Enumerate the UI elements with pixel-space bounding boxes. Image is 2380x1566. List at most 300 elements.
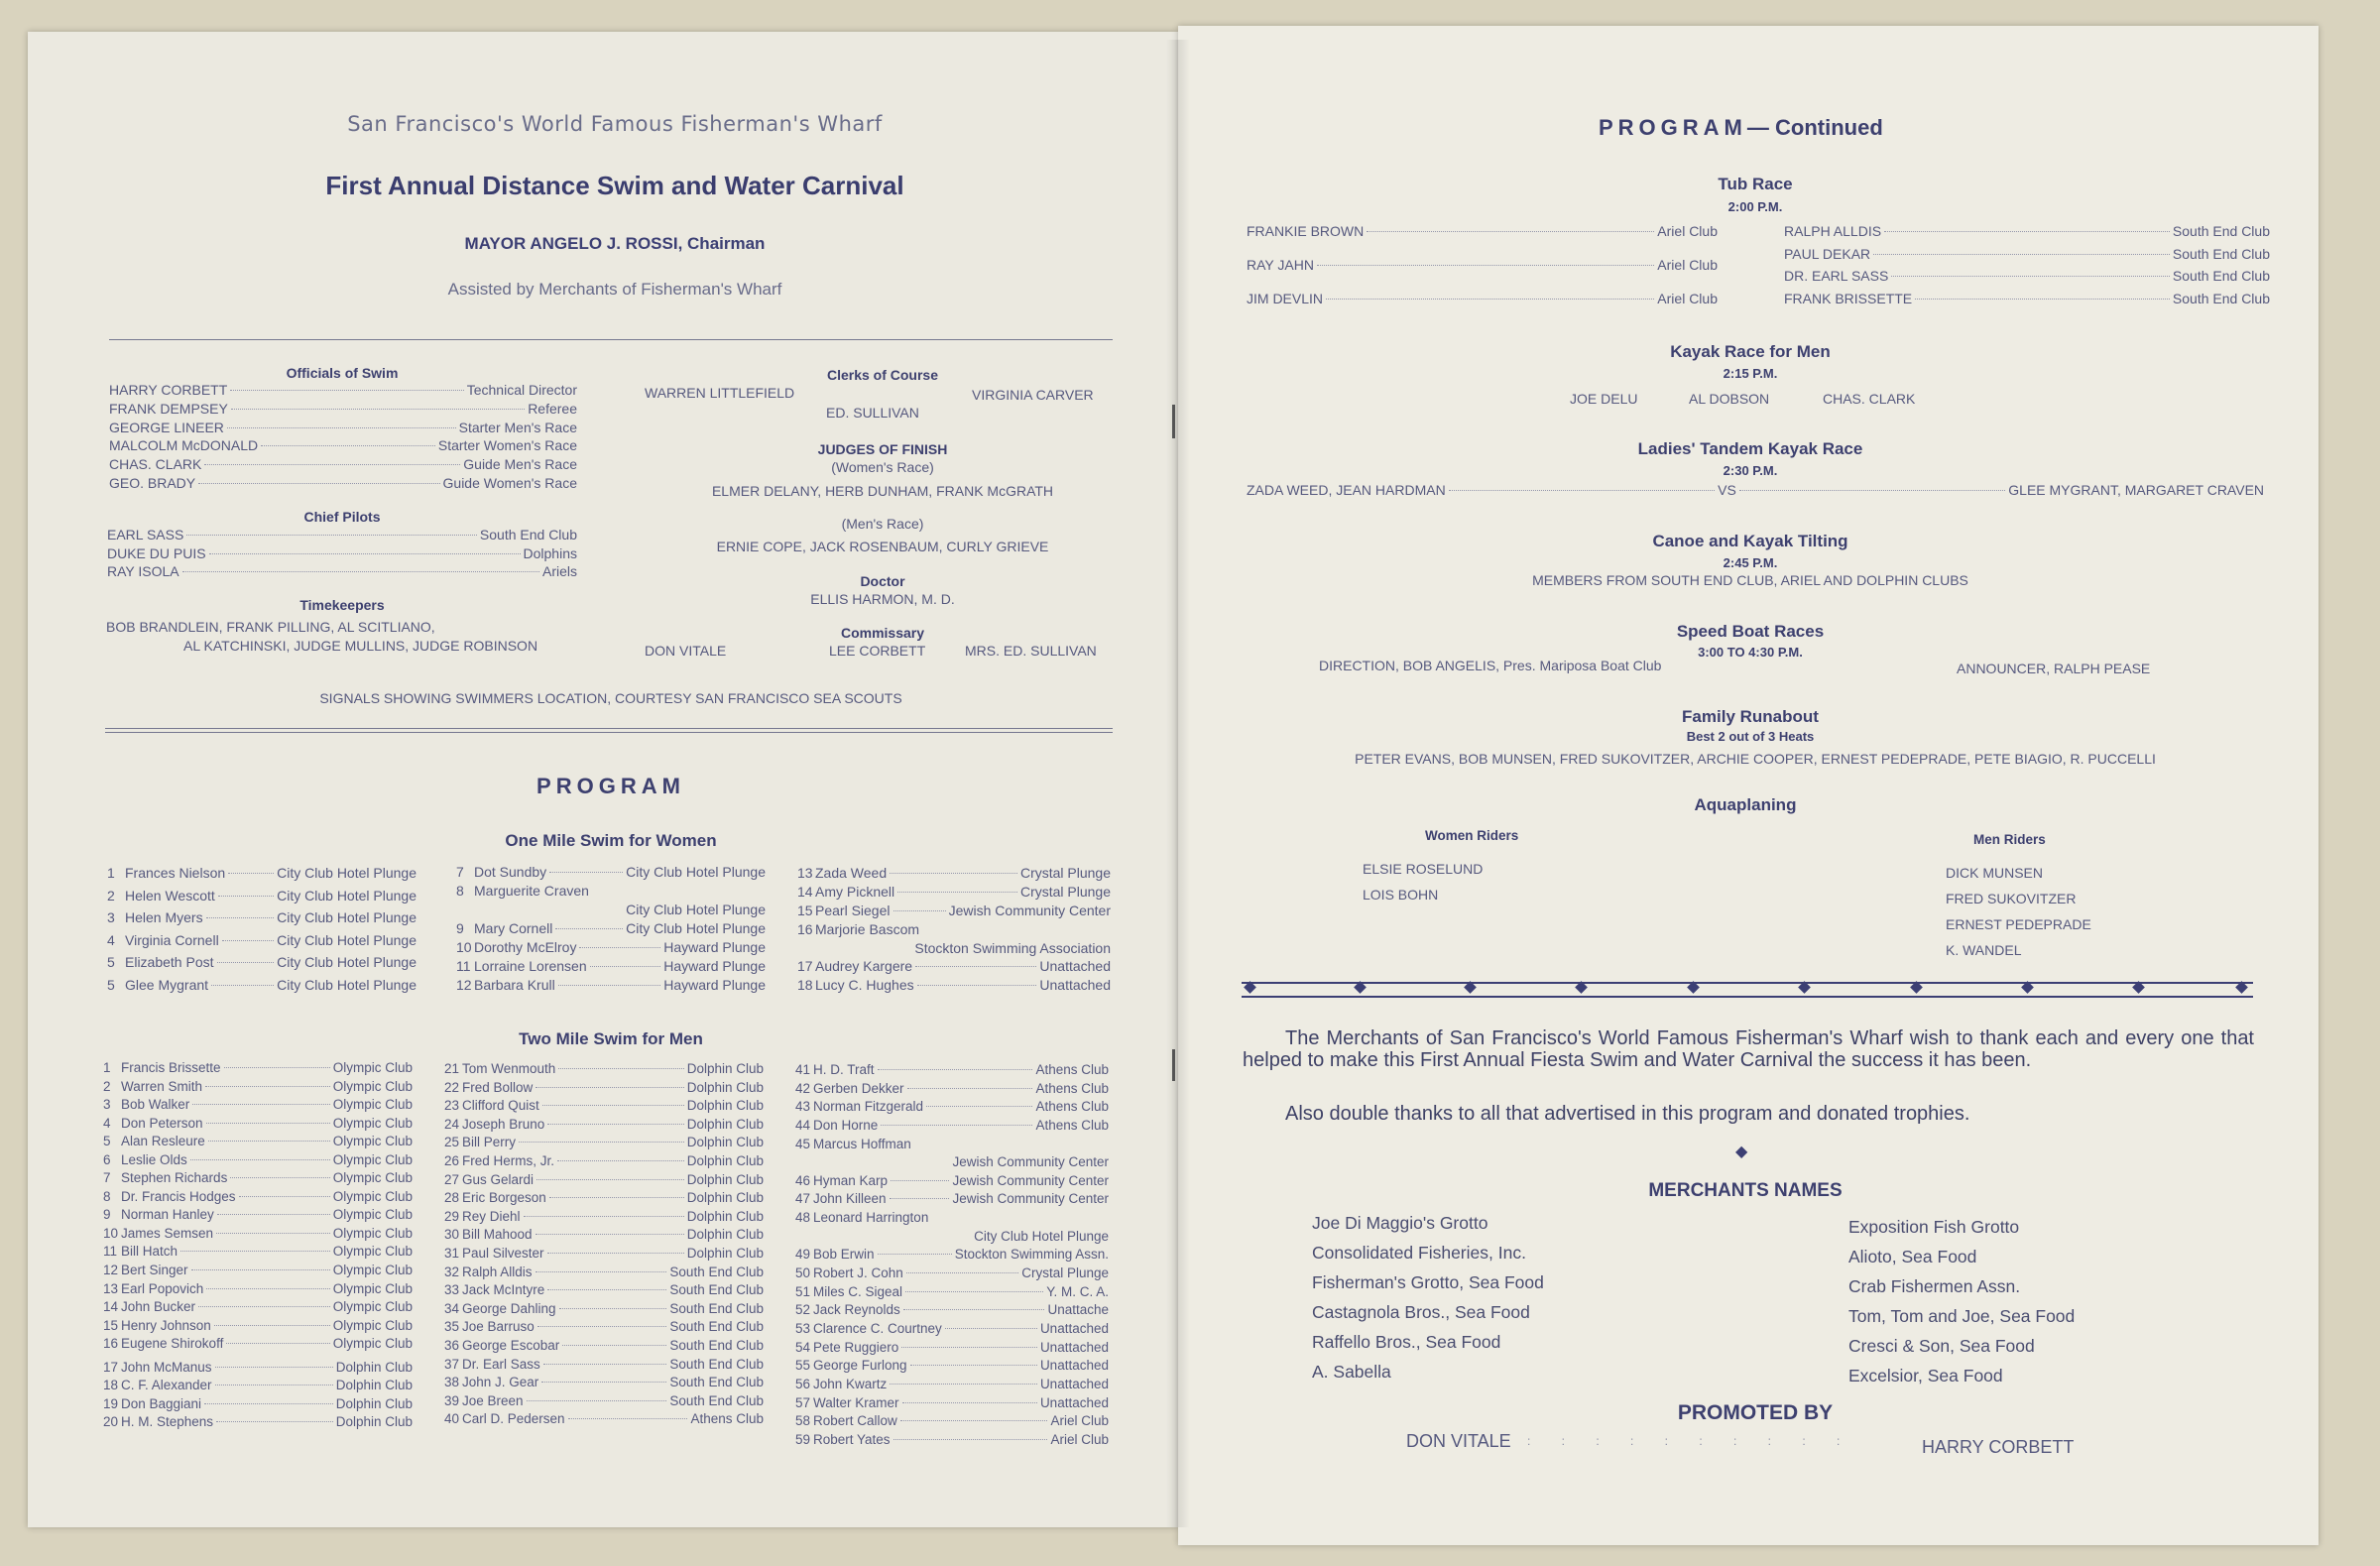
entry-row xyxy=(444,1153,764,1172)
entry-number: 24 xyxy=(444,1116,460,1132)
entry-row xyxy=(797,921,1111,940)
entry-name: George Escobar xyxy=(462,1337,560,1353)
tub-race-time: 2:00 P.M. xyxy=(1727,199,1783,214)
entry-number: 8 xyxy=(456,883,464,899)
pilots-heading: Chief Pilots xyxy=(303,509,381,525)
entry-number: 15 xyxy=(103,1317,119,1333)
entry-club: Athens Club xyxy=(1035,1062,1109,1077)
entry-row xyxy=(103,1244,413,1263)
entry-club: City Club Hotel Plunge xyxy=(277,976,416,993)
entry-name: Dot Sundby xyxy=(474,864,547,880)
entry-number: 33 xyxy=(444,1282,460,1298)
entry-row xyxy=(795,1137,1109,1155)
entry-number: 23 xyxy=(444,1098,460,1114)
entry-club: Dolphin Club xyxy=(686,1135,764,1150)
entry-name: John Bucker xyxy=(121,1299,196,1315)
entry-number: 7 xyxy=(456,864,464,880)
entry-club: Olympic Club xyxy=(332,1060,413,1075)
entry-number: 2 xyxy=(107,887,115,903)
entry-row xyxy=(103,1263,413,1281)
entry-number: 9 xyxy=(456,920,464,936)
entry-number: 25 xyxy=(444,1135,460,1150)
aqua-heading: Aquaplaning xyxy=(1694,795,1797,814)
entry-row xyxy=(103,1170,413,1189)
tandem-team-1: ZADA WEED, JEAN HARDMAN xyxy=(1247,482,1446,498)
entry-club: Stockton Swimming Assn. xyxy=(954,1247,1109,1263)
entry-number: 53 xyxy=(795,1320,811,1336)
entry-number: 16 xyxy=(103,1336,119,1352)
entry-club: Stockton Swimming Association xyxy=(914,939,1111,956)
kayak-heading: Kayak Race for Men xyxy=(1670,342,1831,361)
entry-number: 17 xyxy=(797,958,813,975)
entry-row xyxy=(795,1062,1109,1081)
man-rider: FRED SUKOVITZER xyxy=(1946,891,2077,906)
entry-club: Ariel Club xyxy=(1050,1413,1109,1429)
official-row: CHAS. CLARK Guide Men's Race xyxy=(109,456,577,473)
entry-club: City Club Hotel Plunge xyxy=(974,1228,1109,1244)
entry-row xyxy=(456,883,766,902)
entry-club: Olympic Club xyxy=(332,1151,413,1167)
entry-row xyxy=(456,902,766,920)
entry-number: 50 xyxy=(795,1265,811,1281)
entry-club: Athens Club xyxy=(1035,1099,1109,1115)
entry-name: James Semsen xyxy=(121,1225,214,1241)
official-row: MALCOLM McDONALD Starter Women's Race xyxy=(109,437,577,454)
officials-list xyxy=(109,382,577,494)
family-heading: Family Runabout xyxy=(1682,707,1819,726)
entry-row xyxy=(444,1393,764,1412)
commissary-3: MRS. ED. SULLIVAN xyxy=(965,643,1097,659)
entry-row xyxy=(103,1079,413,1098)
entry-club: Dolphin Club xyxy=(335,1414,413,1430)
promoter-1: DON VITALE xyxy=(1406,1431,1511,1451)
entry-club: Olympic Club xyxy=(332,1097,413,1113)
entry-row xyxy=(444,1375,764,1393)
entry-number: 10 xyxy=(456,939,472,955)
continued-label: — Continued xyxy=(1746,115,1883,140)
entry-name: Clifford Quist xyxy=(462,1098,539,1114)
commissary-1: DON VITALE xyxy=(645,643,727,659)
entry-name: Eugene Shirokoff xyxy=(121,1336,224,1352)
judges-heading: JUDGES OF FINISH xyxy=(817,441,948,457)
entry-name: Paul Silvester xyxy=(462,1245,544,1261)
entry-name: Helen Wescott xyxy=(125,887,215,903)
entry-number: 3 xyxy=(107,909,115,926)
entry-number: 18 xyxy=(103,1378,119,1393)
entry-club: Dolphin Club xyxy=(686,1116,764,1132)
entry-number: 43 xyxy=(795,1099,811,1115)
entry-number: 20 xyxy=(103,1414,119,1430)
entry-name: Clarence C. Courtney xyxy=(813,1320,942,1336)
entry-row xyxy=(444,1172,764,1191)
entry-number: 57 xyxy=(795,1394,811,1410)
program-label: PROGRAM xyxy=(1599,115,1747,140)
entry-number: 55 xyxy=(795,1358,811,1374)
merchant-name: Raffello Bros., Sea Food xyxy=(1312,1332,1501,1352)
entry-number: 13 xyxy=(797,865,813,881)
entry-name: Pete Ruggiero xyxy=(813,1339,899,1355)
entry-club: Unattached xyxy=(1039,1358,1109,1374)
entry-row xyxy=(103,1318,413,1337)
official-row: FRANK DEMPSEY Referee xyxy=(109,400,577,417)
entry-row xyxy=(795,1284,1109,1303)
family-sub: Best 2 out of 3 Heats xyxy=(1686,729,1815,744)
entry-club: City Club Hotel Plunge xyxy=(277,865,416,881)
entry-club: Unattached xyxy=(1039,1320,1109,1336)
entry-club: Dolphin Club xyxy=(686,1061,764,1076)
official-row: GEO. BRADY Guide Women's Race xyxy=(109,474,577,491)
timekeepers-heading: Timekeepers xyxy=(299,597,385,613)
entry-club: City Club Hotel Plunge xyxy=(277,954,416,971)
entry-number: 5 xyxy=(107,954,115,971)
entry-name: Joe Breen xyxy=(462,1392,524,1408)
entry-club: Athens Club xyxy=(1035,1117,1109,1133)
entry-club: Olympic Club xyxy=(332,1225,413,1241)
entry-name: Leslie Olds xyxy=(121,1151,187,1167)
entry-row xyxy=(444,1061,764,1080)
merchants-left xyxy=(1312,1208,1544,1386)
entry-club: Ariel Club xyxy=(1050,1431,1109,1447)
entry-name: Walter Kramer xyxy=(813,1394,899,1410)
merchant-name: Fisherman's Grotto, Sea Food xyxy=(1312,1272,1544,1292)
program-continued-title xyxy=(1599,115,1883,141)
entry-number: 54 xyxy=(795,1339,811,1355)
man-rider: DICK MUNSEN xyxy=(1946,865,2044,881)
merchants-right xyxy=(1848,1212,2075,1390)
entry-row xyxy=(107,865,416,888)
entry-club: Dolphin Club xyxy=(686,1079,764,1095)
entry-row xyxy=(444,1357,764,1376)
entry-name: Norman Hanley xyxy=(121,1207,214,1223)
entry-number: 52 xyxy=(795,1302,811,1318)
entry-row xyxy=(795,1118,1109,1137)
women-riders-heading: Women Riders xyxy=(1425,828,1519,843)
entry-row xyxy=(456,977,766,996)
official-row: HARRY CORBETT Technical Director xyxy=(109,382,577,398)
entry-row xyxy=(444,1209,764,1228)
women-swim-col-1 xyxy=(107,865,416,1000)
tilting-heading: Canoe and Kayak Tilting xyxy=(1652,532,1848,550)
chairman: MAYOR ANGELO J. ROSSI, Chairman xyxy=(464,234,766,253)
entry-name: Earl Popovich xyxy=(121,1280,204,1296)
entry-row xyxy=(797,940,1111,959)
entry-club: Olympic Club xyxy=(332,1078,413,1094)
entry-name: Tom Wenmouth xyxy=(462,1061,556,1076)
decorative-border xyxy=(1242,982,2253,998)
entry-row xyxy=(107,909,416,932)
entry-club: Dolphin Club xyxy=(335,1378,413,1393)
entry-club: Unattached xyxy=(1039,1339,1109,1355)
entry-number: 46 xyxy=(795,1172,811,1188)
entry-row xyxy=(797,865,1111,884)
entry-row xyxy=(444,1117,764,1136)
entry-row xyxy=(795,1154,1109,1173)
entry-club: Dolphin Club xyxy=(686,1152,764,1168)
doctor-heading: Doctor xyxy=(860,573,905,589)
entry-name: Ralph Alldis xyxy=(462,1264,533,1279)
entry-number: 37 xyxy=(444,1356,460,1372)
entry-number: 6 xyxy=(103,1151,111,1167)
woman-rider: LOIS BOHN xyxy=(1363,887,1439,903)
entry-club: City Club Hotel Plunge xyxy=(277,909,416,926)
entry-club: Olympic Club xyxy=(332,1299,413,1315)
entry-number: 18 xyxy=(797,977,813,994)
staple-top xyxy=(1172,405,1175,438)
entry-row xyxy=(107,954,416,977)
entry-row xyxy=(444,1338,764,1357)
entry-row xyxy=(795,1377,1109,1395)
entry-name: Robert J. Cohn xyxy=(813,1265,903,1281)
entry-name: Alan Resleure xyxy=(121,1134,205,1149)
entry-row xyxy=(456,920,766,939)
entry-number: 39 xyxy=(444,1392,460,1408)
entry-number: 16 xyxy=(797,920,813,937)
official-row: GEORGE LINEER Starter Men's Race xyxy=(109,419,577,435)
entry-row xyxy=(795,1247,1109,1265)
entry-number: 14 xyxy=(797,883,813,900)
officials-heading: Officials of Swim xyxy=(286,365,399,381)
entry-club: Olympic Club xyxy=(332,1207,413,1223)
entry-name: Robert Yates xyxy=(813,1431,891,1447)
entry-club: Crystal Plunge xyxy=(1021,1265,1109,1281)
tandem-heading: Ladies' Tandem Kayak Race xyxy=(1637,439,1863,458)
tandem-matchup xyxy=(1247,482,2264,498)
entry-row xyxy=(103,1134,413,1152)
entry-number: 11 xyxy=(456,958,471,974)
entry-club: Olympic Club xyxy=(332,1336,413,1352)
entry-row xyxy=(795,1432,1109,1451)
entry-name: Pearl Siegel xyxy=(815,902,891,918)
entry-row xyxy=(444,1319,764,1338)
entry-row xyxy=(107,888,416,910)
entry-club: Olympic Club xyxy=(332,1170,413,1186)
kayak-racer-1: JOE DELU xyxy=(1570,391,1638,407)
entry-row xyxy=(795,1358,1109,1377)
thanks-advertisers: Also double thanks to all that advertised in this program and donated trophies. xyxy=(1285,1103,1970,1125)
clerk-1: WARREN LITTLEFIELD xyxy=(645,385,795,401)
pilot-row: DUKE DU PUIS Dolphins xyxy=(107,544,577,561)
entry-row xyxy=(444,1301,764,1320)
header-subtitle: San Francisco's World Famous Fisherman's Wharf xyxy=(347,112,883,136)
women-swim-col-3 xyxy=(797,865,1111,996)
entry-row xyxy=(795,1229,1109,1248)
merchant-name: Alioto, Sea Food xyxy=(1848,1247,1977,1266)
entry-number: 1 xyxy=(103,1060,111,1075)
tub-entry: RALPH ALLDIS South End Club xyxy=(1784,223,2270,239)
entry-name: Henry Johnson xyxy=(121,1317,211,1333)
entry-club: South End Club xyxy=(669,1264,764,1279)
entry-number: 3 xyxy=(103,1097,111,1113)
page-title: First Annual Distance Swim and Water Carnival xyxy=(325,171,904,200)
entry-club: Hayward Plunge xyxy=(663,939,766,955)
entry-name: Gerben Dekker xyxy=(813,1080,904,1096)
timekeepers-line-2: AL KATCHINSKI, JUDGE MULLINS, JUDGE ROBINSON xyxy=(183,638,538,654)
tub-entry: JIM DEVLIN Ariel Club xyxy=(1247,291,1718,306)
entry-row xyxy=(795,1340,1109,1359)
entry-row xyxy=(107,932,416,955)
entry-club: Olympic Club xyxy=(332,1317,413,1333)
entry-number: 47 xyxy=(795,1191,811,1207)
merchant-name: Tom, Tom and Joe, Sea Food xyxy=(1848,1306,2076,1326)
entry-number: 29 xyxy=(444,1208,460,1224)
tub-race-heading: Tub Race xyxy=(1718,175,1793,193)
entry-name: H. M. Stephens xyxy=(121,1414,214,1430)
speed-heading: Speed Boat Races xyxy=(1676,622,1825,641)
entry-number: 1 xyxy=(107,865,115,881)
entry-row xyxy=(795,1321,1109,1340)
woman-rider: ELSIE ROSELUND xyxy=(1363,861,1484,877)
merchant-name: A. Sabella xyxy=(1312,1362,1391,1382)
men-swim-col-1 xyxy=(103,1060,413,1433)
entry-row xyxy=(103,1226,413,1245)
men-swim-col-2 xyxy=(444,1061,764,1430)
entry-name: Carl D. Pedersen xyxy=(462,1411,565,1427)
entry-name: Bill Hatch xyxy=(121,1244,178,1260)
kayak-racer-3: CHAS. CLARK xyxy=(1823,391,1916,407)
entry-name: Elizabeth Post xyxy=(125,954,214,971)
entry-row xyxy=(444,1411,764,1430)
entry-row xyxy=(795,1191,1109,1210)
tandem-time: 2:30 P.M. xyxy=(1723,463,1778,478)
entry-name: Lucy C. Hughes xyxy=(815,977,914,994)
tilting-time: 2:45 P.M. xyxy=(1723,555,1778,570)
entry-club: City Club Hotel Plunge xyxy=(277,887,416,903)
merchant-name: Castagnola Bros., Sea Food xyxy=(1312,1302,1530,1322)
entry-row xyxy=(795,1210,1109,1229)
speed-announcer: ANNOUNCER, RALPH PEASE xyxy=(1957,661,2151,676)
entry-club: South End Club xyxy=(669,1282,764,1298)
entry-name: Stephen Richards xyxy=(121,1170,228,1186)
entry-number: 10 xyxy=(103,1225,119,1241)
entry-club: Jewish Community Center xyxy=(952,1191,1109,1207)
entry-club: City Club Hotel Plunge xyxy=(626,920,766,936)
entry-name: Zada Weed xyxy=(815,865,888,881)
entry-row xyxy=(795,1395,1109,1414)
entry-name: Dorothy McElroy xyxy=(474,939,577,955)
entry-club: Dolphin Club xyxy=(686,1190,764,1206)
entry-club: South End Club xyxy=(669,1356,764,1372)
entry-name: Lorraine Lorensen xyxy=(474,958,587,974)
entry-row xyxy=(797,903,1111,921)
divider xyxy=(109,339,1113,340)
promoter-separator: : : : : : : : : : : xyxy=(1527,1434,1854,1448)
entry-name: Robert Callow xyxy=(813,1413,897,1429)
entry-row xyxy=(795,1081,1109,1100)
entry-club: Dolphin Club xyxy=(686,1098,764,1114)
entry-number: 38 xyxy=(444,1375,460,1390)
entry-club: Olympic Club xyxy=(332,1280,413,1296)
tub-race-right xyxy=(1784,223,2270,312)
doctor-name: ELLIS HARMON, M. D. xyxy=(810,591,955,607)
entry-club: Olympic Club xyxy=(332,1188,413,1204)
entry-club: Dolphin Club xyxy=(686,1227,764,1243)
entry-club: Hayward Plunge xyxy=(663,977,766,993)
pilots-list xyxy=(107,527,577,582)
entry-club: Dolphin Club xyxy=(335,1395,413,1411)
entry-name: John McManus xyxy=(121,1359,212,1375)
entry-club: Unattache xyxy=(1047,1302,1109,1318)
entry-number: 56 xyxy=(795,1376,811,1391)
entry-club: Dolphin Club xyxy=(686,1208,764,1224)
entry-club: Hayward Plunge xyxy=(663,958,766,974)
entry-row xyxy=(103,1189,413,1208)
entry-number: 27 xyxy=(444,1171,460,1187)
entry-number: 41 xyxy=(795,1062,811,1077)
entry-club: Unattached xyxy=(1039,1394,1109,1410)
merchant-name: Cresci & Son, Sea Food xyxy=(1848,1336,2035,1356)
entry-name: Marjorie Bascom xyxy=(815,920,920,937)
entry-name: George Furlong xyxy=(813,1358,907,1374)
entry-name: Gus Gelardi xyxy=(462,1171,535,1187)
entry-number: 9 xyxy=(103,1207,111,1223)
entry-number: 8 xyxy=(103,1188,111,1204)
entry-name: Fred Herms, Jr. xyxy=(462,1152,555,1168)
entry-name: Bill Mahood xyxy=(462,1227,533,1243)
entry-club: Jewish Community Center xyxy=(952,1154,1109,1170)
family-text: PETER EVANS, BOB MUNSEN, FRED SUKOVITZER, ARCHIE COOPER, ERNEST PEDEPRADE, PETE BIAGIO, R. PUCCELLI xyxy=(1355,751,2156,767)
entry-club: Jewish Community Center xyxy=(952,1172,1109,1188)
entry-row xyxy=(456,958,766,977)
merchant-name: Joe Di Maggio's Grotto xyxy=(1312,1213,1488,1233)
entry-name: Mary Cornell xyxy=(474,920,553,936)
entry-number: 36 xyxy=(444,1337,460,1353)
merchant-name: Consolidated Fisheries, Inc. xyxy=(1312,1243,1526,1263)
entry-name: Norman Fitzgerald xyxy=(813,1099,924,1115)
entry-row xyxy=(795,1413,1109,1432)
entry-club: Unattached xyxy=(1039,1376,1109,1391)
judges-women-label: (Women's Race) xyxy=(831,459,934,475)
entry-row xyxy=(456,939,766,958)
entry-number: 44 xyxy=(795,1117,811,1133)
entry-number: 32 xyxy=(444,1264,460,1279)
entry-club: Unattached xyxy=(1039,977,1111,994)
program-title: PROGRAM xyxy=(536,774,685,798)
entry-row xyxy=(103,1097,413,1116)
entry-number: 5 xyxy=(107,976,115,993)
entry-number: 19 xyxy=(103,1395,119,1411)
clerks-heading: Clerks of Course xyxy=(826,367,939,383)
entry-name: Bob Walker xyxy=(121,1097,190,1113)
judges-men-label: (Men's Race) xyxy=(841,516,924,532)
entry-row xyxy=(107,977,416,1000)
entry-row xyxy=(103,1378,413,1396)
entry-club: Olympic Club xyxy=(332,1263,413,1278)
entry-club: South End Club xyxy=(669,1337,764,1353)
entry-row xyxy=(103,1360,413,1379)
entry-row xyxy=(797,977,1111,996)
entry-number: 17 xyxy=(103,1359,119,1375)
entry-name: Amy Picknell xyxy=(815,883,895,900)
diamond-icon: ◆ xyxy=(1735,1144,1748,1160)
entry-number: 48 xyxy=(795,1210,811,1226)
entry-row xyxy=(797,958,1111,977)
entry-name: John J. Gear xyxy=(462,1375,539,1390)
entry-club: Crystal Plunge xyxy=(1019,883,1111,900)
entry-name: Bert Singer xyxy=(121,1263,188,1278)
entry-number: 4 xyxy=(107,931,115,948)
man-rider: K. WANDEL xyxy=(1946,942,2022,958)
entry-name: Marguerite Craven xyxy=(474,883,589,899)
entry-name: Don Horne xyxy=(813,1117,879,1133)
men-riders-heading: Men Riders xyxy=(1973,832,2046,847)
entry-number: 12 xyxy=(103,1263,119,1278)
entry-club: City Club Hotel Plunge xyxy=(626,902,766,917)
entry-name: Joe Barruso xyxy=(462,1319,535,1335)
tub-race-left xyxy=(1247,223,1718,324)
entry-club: Unattached xyxy=(1039,958,1111,975)
entry-row xyxy=(444,1265,764,1283)
entry-club: South End Club xyxy=(669,1300,764,1316)
